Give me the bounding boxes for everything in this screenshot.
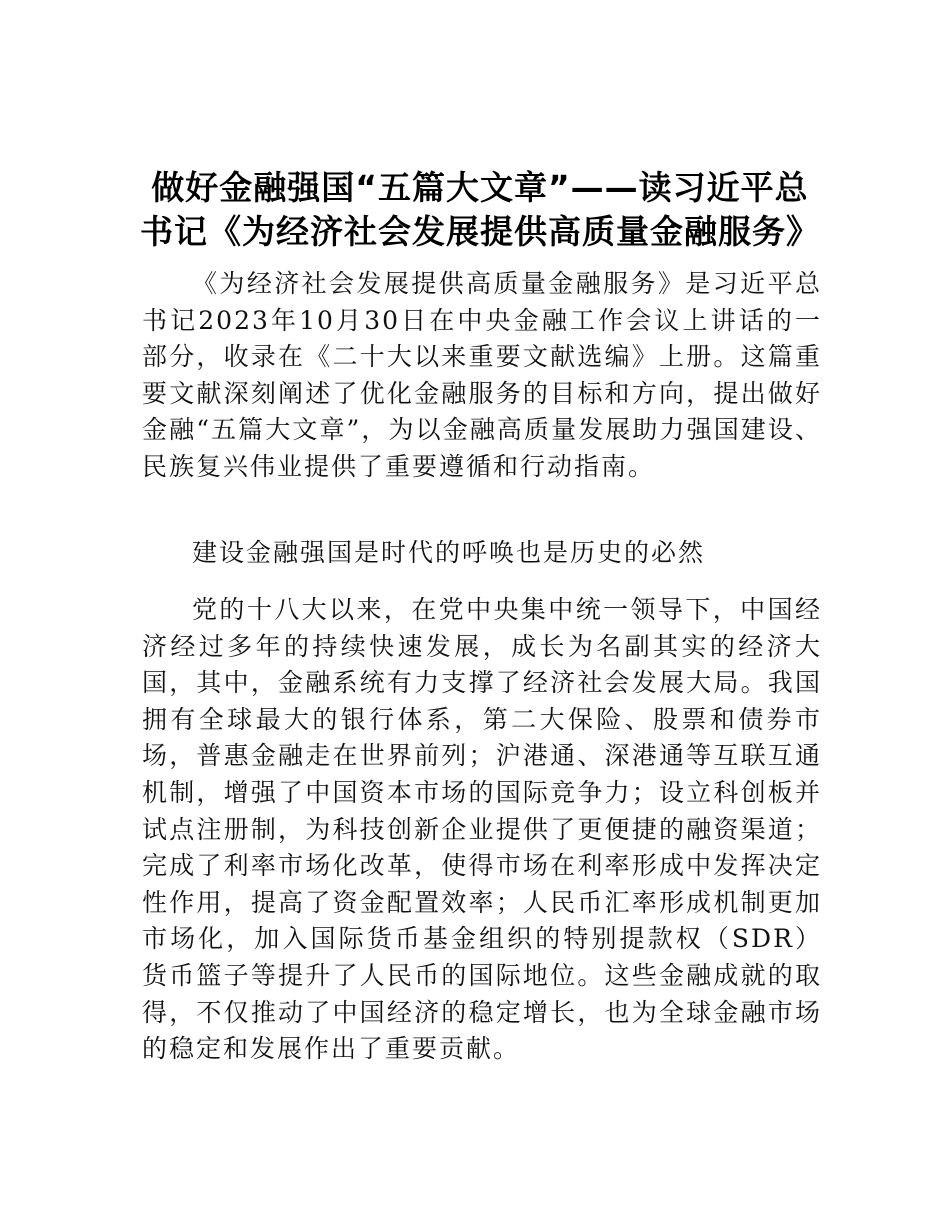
body-paragraph: 党的十八大以来，在党中央集中统一领导下，中国经济经过多年的持续快速发展，成长为名副其实的经济大国，其中，金融系统有力支撑了经济社会发展大局。我国拥有全球最大的银行体系，第二大保险、股票和债券市场，普惠金融走在世界前列；沪港通、深港通等互联互通机制，增强了中国资本市场的国际竞争力；设立科创板并试点注册制，为科技创新企业提供了更便捷的融资渠道；完成了利率市场化改革，使得市场在利率形成中发挥决定性作用，提高了资金配置效率；人民币汇率形成机制更加市场化，加入国际货币基金组织的特别提款权（SDR）货币篮子等提升了人民币的国际地位。这些金融成就的取得，不仅推动了中国经济的稳定增长，也为全球金融市场的稳定和发展作出了重要贡献。 [142,595,822,1064]
section-heading: 建设金融强国是时代的呼唤也是历史的必然 [192,538,706,567]
document-title [140,166,820,254]
title-line-2: 书记《为经济社会发展提供高质量金融服务》 [140,212,820,251]
intro-paragraph: 《为经济社会发展提供高质量金融服务》是习近平总书记2023年10月30日在中央金融工作会议上讲话的一部分，收录在《二十大以来重要文献选编》上册。这篇重要文献深刻阐述了优化金融服务的目标和方向，提出做好金融“五篇大文章”，为以金融高质量发展助力强国建设、民族复兴伟业提供了重要遵循和行动指南。 [142,269,822,481]
title-line-1: 做好金融强国“五篇大文章”——读习近平总 [151,168,809,207]
